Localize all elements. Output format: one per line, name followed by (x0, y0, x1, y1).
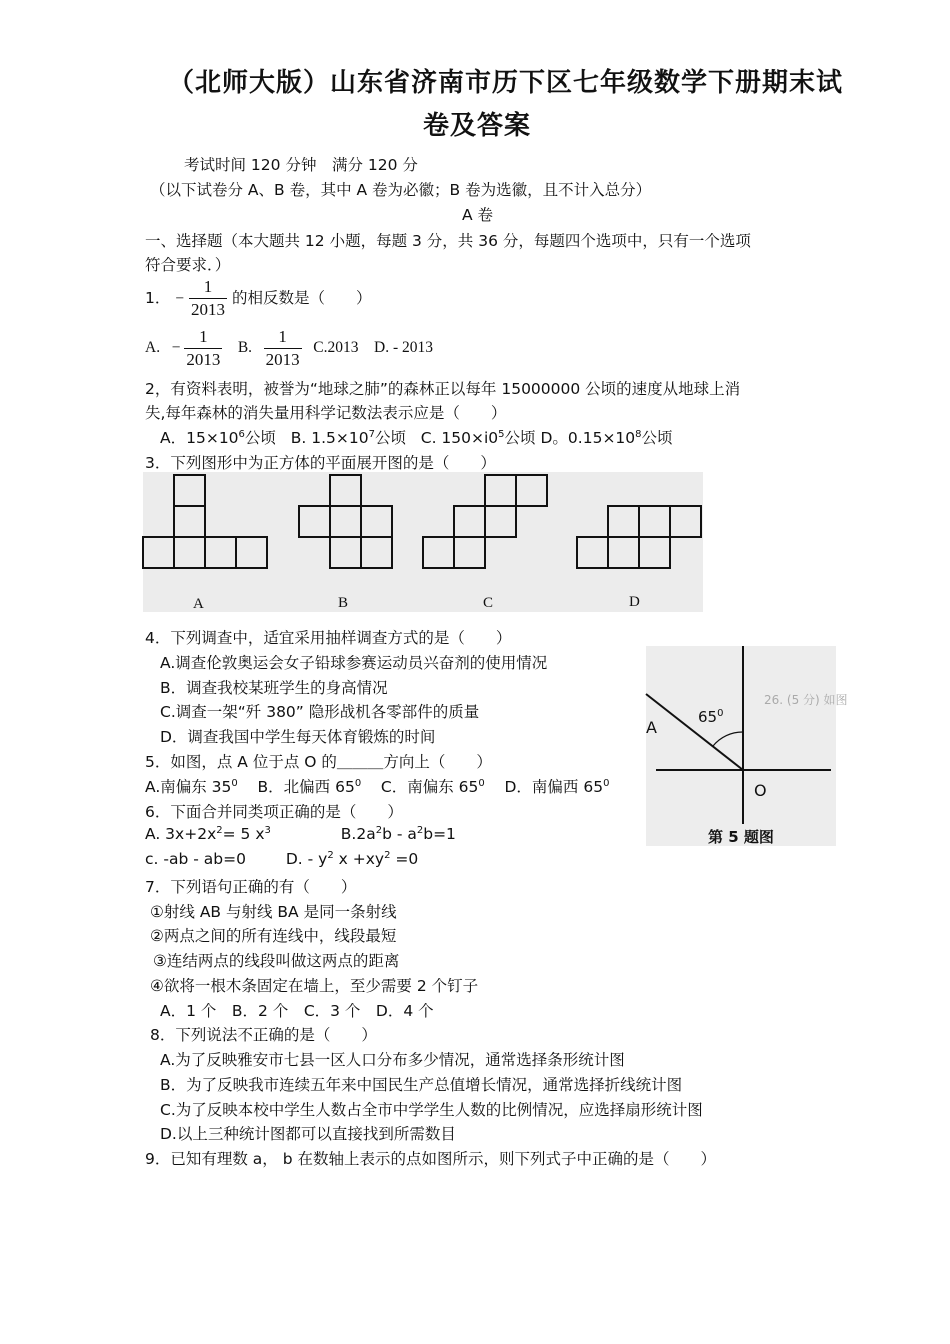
net-label-a: A (193, 596, 204, 612)
q7-options: A．1 个 B．2 个 C．3 个 D．4 个 (160, 1002, 434, 1020)
question-3: 3．下列图形中为正方体的平面展开图的是（ ） (145, 454, 496, 472)
fig5-bg-text: 26. (5 分) 如图 (764, 693, 848, 707)
q1-option-b-label: B. (237, 339, 253, 357)
q5-option-b: B．北偏西 $65^0$ (257, 777, 362, 796)
q5-option-d: D．南偏西 $65^0$ (504, 777, 610, 796)
fig5-point-a: A (646, 718, 657, 737)
q2-options (160, 426, 673, 448)
q1-option-b-fraction (264, 326, 302, 371)
q6-option-b: $B.2a^2b - a^2b=1$ (340, 825, 456, 844)
q1-number: 1． (145, 289, 171, 307)
fig5-angle-deg: 0 (717, 708, 724, 719)
q1-b-denominator: 2013 (265, 350, 300, 369)
q6-options-line1 (145, 825, 456, 843)
q6-option-a: A. $3x+2x^2= 5$ $x^3$ (145, 825, 271, 844)
q8-option-a: A.为了反映雅安市七县一区人口分布多少情况，通常选择条形统计图 (160, 1051, 625, 1069)
net-label-c: C (483, 595, 494, 611)
q6-options-line2 (145, 850, 418, 868)
q2-option-a: A．$15\times 10^6$公顷 (160, 428, 276, 447)
question-2: 2，有资料表明，被誉为“地球之肺”的森林正以每年 15000000 公顷的速度从地球上消 (145, 380, 741, 398)
q1-option-a-label: A. (145, 339, 161, 357)
section1-instructions: 一、选择题（本大题共 12 小题，每题 3 分，共 36 分，每题四个选项中，只有一个选项 (145, 232, 751, 250)
exam-info: 考试时间 120 分钟 满分 120 分 (184, 156, 418, 174)
q6-option-d: D. - $y^2$ $x +xy^2 =0$ (285, 850, 419, 869)
q4-option-b: B．调查我校某班学生的身高情况 (160, 679, 388, 697)
q1-option-d: D. - 2013 (374, 339, 433, 357)
question-9: 9．已知有理数 a， b 在数轴上表示的点如图所示，则下列式子中正确的是（ ） (145, 1150, 716, 1168)
q2-option-d: D。$0.15\times 10^8$公顷 (540, 428, 673, 447)
q4-option-d: D．调查我国中学生每天体育锻炼的时间 (160, 728, 436, 746)
question-8: 8．下列说法不正确的是（ ） (150, 1026, 377, 1044)
q1-a-numerator: 1 (184, 326, 222, 349)
volume-a-heading: A 卷 (462, 206, 494, 224)
q5-option-a: A.南偏东 $35^0$ (145, 777, 238, 796)
q1-option-a-sign: − (171, 339, 181, 357)
q1-fraction (189, 276, 227, 321)
q2-option-c: C. $150\times i0^5$公顷 (420, 428, 536, 447)
title-line-1: （北师大版）山东省济南市历下区七年级数学下册期末试 (168, 68, 844, 98)
q1-b-numerator: 1 (264, 326, 302, 349)
q1-a-denominator: 2013 (186, 350, 221, 369)
q7-item-4: ④欲将一根木条固定在墙上，至少需要 2 个钉子 (150, 977, 479, 995)
q7-item-3: ③连结两点的线段叫做这两点的距离 (153, 952, 400, 970)
q1-option-c: C.2013 (313, 339, 359, 357)
q1-sign: − (175, 290, 185, 307)
q4-option-a: A.调查伦敦奥运会女子铅球参赛运动员兴奋剂的使用情况 (160, 654, 548, 672)
q4-option-c: C.调查一架“歼 380” 隐形战机各零部件的质量 (160, 703, 480, 721)
question-6: 6．下面合并同类项正确的是（ ） (145, 803, 403, 821)
question-5: 5．如图，点 A 位于点 O 的＿＿＿方向上（ ） (145, 753, 492, 771)
net-label-d: D (629, 594, 640, 610)
q6-option-c: c. -ab - ab=0 (145, 850, 246, 869)
q1-text: 的相反数是（ ） (231, 289, 372, 307)
question-1 (145, 276, 371, 321)
q7-item-2: ②两点之间的所有连线中，线段最短 (150, 927, 397, 945)
fig5-angle: 65 (698, 708, 718, 726)
q8-option-d: D.以上三种统计图都可以直接找到所需数目 (160, 1125, 456, 1143)
q1-option-a-fraction (184, 326, 222, 371)
q8-option-c: C.为了反映本校中学生人数占全市中学学生人数的比例情况，应选择扇形统计图 (160, 1101, 703, 1119)
question-7: 7．下列语句正确的有（ ） (145, 878, 357, 896)
cube-nets-figure (143, 472, 703, 612)
q1-options (145, 326, 433, 371)
q5-option-c: C．南偏东 $65^0$ (380, 777, 485, 796)
q7-item-1: ①射线 AB 与射线 BA 是同一条射线 (150, 903, 397, 921)
question-4: 4．下列调查中，适宜采用抽样调查方式的是（ ） (145, 629, 512, 647)
fig5-point-o: O (754, 781, 767, 800)
q5-compass-figure (646, 646, 848, 846)
title-line-2: 卷及答案 (423, 111, 532, 141)
q8-option-b: B．为了反映我市连续五年来中国民生产总值增长情况，通常选择折线统计图 (160, 1076, 683, 1094)
q5-options (145, 775, 609, 797)
question-2-cont: 失,每年森林的消失量用科学记数法表示应是（ ） (145, 404, 507, 422)
q1-frac-denominator: 2013 (191, 300, 225, 319)
section1-instructions-cont: 符合要求．） (145, 256, 231, 274)
q1-frac-numerator: 1 (189, 276, 227, 299)
exam-note: （以下试卷分 A、B 卷，其中 A 卷为必徽；B 卷为选徽，且不计入总分） (150, 181, 652, 199)
net-label-b: B (338, 595, 349, 611)
q2-option-b: B. $1.5\times 10^7$公顷 (290, 428, 406, 447)
fig5-caption: 第 5 题图 (708, 828, 774, 846)
